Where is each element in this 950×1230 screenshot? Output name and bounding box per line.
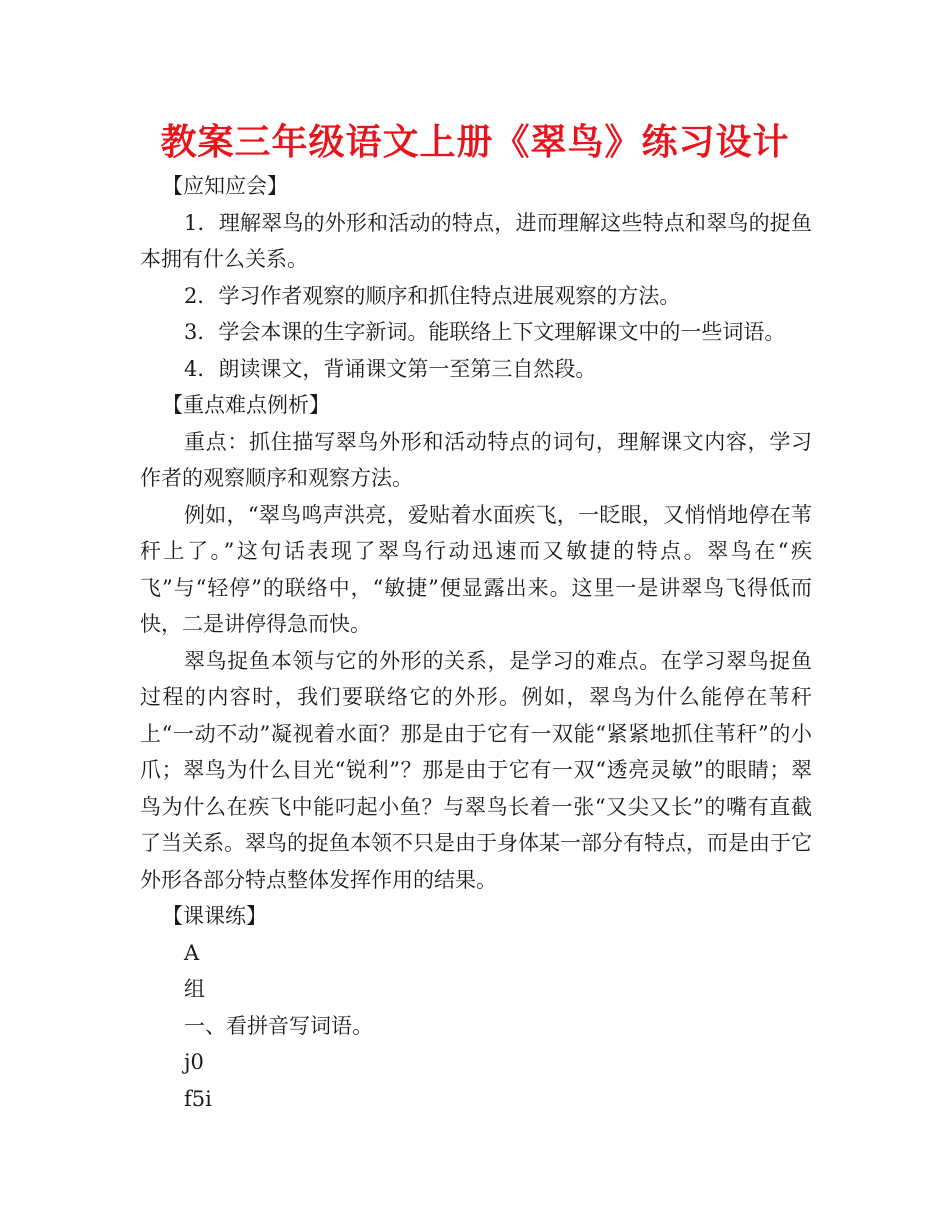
- paragraph-difficulty: 翠鸟捉鱼本领与它的外形的关系，是学习的难点。在学习翠鸟捉鱼过程的内容时，我们要联络它的外形。例如，翠鸟为什么能停在苇秆上“一动不动”凝视着水面？那是由于它有一双能“紧紧地抓住苇秆”的小爪；翠鸟为什么目光“锐利”？那是由于它有一双“透亮灵敏”的眼睛；翠鸟为什么在疾飞中能叼起小鱼？与翠鸟长着一张“又尖又长”的嘴有直截了当关系。翠鸟的捉鱼本领不只是由于身体某一部分有特点，而是由于它外形各部分特点整体发挥作用的结果。: [140, 648, 812, 892]
- paragraph-example: 例如，“翠鸟鸣声洪亮，爱贴着水面疾飞，一眨眼，又悄悄地停在苇秆上了。”这句话表现了翠鸟行动迅速而又敏捷的特点。翠鸟在“疾飞”与“轻停”的联络中，“敏捷”便显露出来。这里一是讲翠鸟飞得低而快，二是讲停得急而快。: [140, 502, 812, 636]
- paragraph-key-point: 重点：抓住描写翠鸟外形和活动特点的词句，理解课文内容，学习作者的观察顺序和观察方法。: [140, 429, 812, 490]
- document-title: 教案三年级语文上册《翠鸟》练习设计: [160, 122, 790, 163]
- paragraph-group-letter: A: [184, 940, 200, 965]
- paragraph-group-label: 组: [184, 977, 205, 1001]
- paragraph-objective-3: 3．学会本课的生字新词。能联络上下文理解课文中的一些词语。: [184, 320, 786, 344]
- section-heading-key-points: 【重点难点例析】: [162, 393, 330, 417]
- paragraph-exercise-1: 一、看拼音写词语。: [184, 1013, 373, 1038]
- paragraph-pinyin-1: j0: [184, 1050, 204, 1074]
- paragraph-pinyin-2: f5i: [184, 1086, 212, 1111]
- document-body: [140, 168, 812, 1117]
- paragraph-objective-1: 1．理解翠鸟的外形和活动的特点，进而理解这些特点和翠鸟的捉鱼本拥有什么关系。: [140, 210, 812, 271]
- section-heading-know: 【应知应会】: [162, 174, 288, 198]
- paragraph-objective-4: 4．朗读课文，背诵课文第一至第三自然段。: [184, 356, 597, 381]
- section-heading-practice: 【课课练】: [162, 904, 267, 928]
- paragraph-objective-2: 2．学习作者观察的顺序和抓住特点进展观察的方法。: [184, 283, 681, 308]
